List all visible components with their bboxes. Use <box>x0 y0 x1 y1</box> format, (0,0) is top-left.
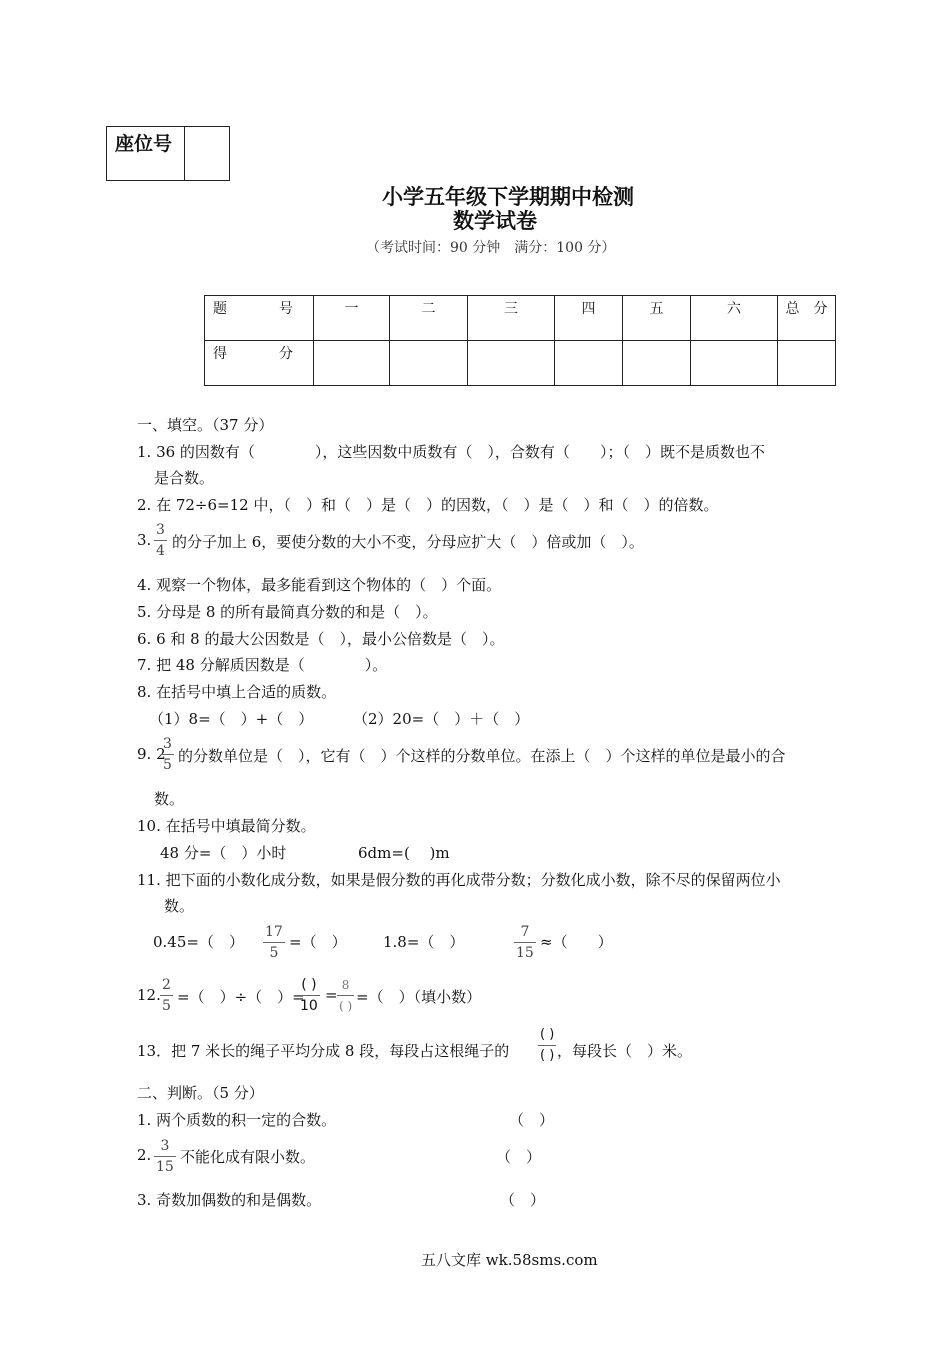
section-2-heading: 二、判断。（5 分） <box>137 1084 264 1102</box>
exam-info: （考试时间：90 分钟 满分：100 分） <box>366 240 616 256</box>
fraction-numerator: 8 <box>337 975 354 996</box>
score-header-cell: 题 号 <box>205 296 314 341</box>
fraction-denominator: 4 <box>156 543 165 559</box>
question-1: 1. 36 的因数有（ ），这些因数中质数有（ ），合数有（ ）；（ ）既不是质数也不 <box>137 443 765 461</box>
question-7: 7. 把 48 分解质因数是（ ）。 <box>137 656 388 674</box>
question-12-fraction-a <box>160 975 173 1016</box>
fraction-denominator: 5 <box>269 945 279 961</box>
question-9-fraction <box>161 734 174 775</box>
question-8: 8. 在括号中填上合适的质数。 <box>137 683 337 701</box>
fraction-numerator: 17 <box>263 922 285 943</box>
question-12-prefix: 12. <box>137 986 161 1004</box>
question-10-part-1: 48 分=（ ）小时 <box>160 844 287 862</box>
fraction-denominator: 15 <box>156 1159 174 1175</box>
judgement-1-answer-box[interactable]: （ ） <box>509 1111 555 1129</box>
question-11-part-3: 1.8=（ ） <box>383 933 465 951</box>
score-cell[interactable] <box>778 341 836 386</box>
fraction-numerator: 3 <box>154 1136 176 1157</box>
score-header-cell: 四 <box>555 296 623 341</box>
question-4: 4. 观察一个物体，最多能看到这个物体的（ ）个面。 <box>137 576 502 594</box>
question-9: 的分数单位是（ ），它有（ ）个这样的分数单位。在添上（ ）个这样的单位是最小的合 <box>178 747 786 765</box>
question-10-part-2: 6dm=( )m <box>358 844 450 862</box>
fraction-numerator: 2 <box>160 975 173 996</box>
score-header-cell: 六 <box>691 296 778 341</box>
seat-number-label: 座位号 <box>107 127 185 180</box>
judgement-2-fraction <box>154 1136 176 1177</box>
question-1-cont: 是合数。 <box>154 469 215 487</box>
question-11-part-4: ≈（ ） <box>540 933 613 951</box>
exam-subject-title: 数学试卷 <box>453 209 537 233</box>
fraction-numerator: 3 <box>161 734 174 755</box>
question-12-equals: = <box>325 986 338 1004</box>
fraction-numerator: ( ) <box>298 975 320 996</box>
section-1-heading: 一、填空。（37 分） <box>137 416 274 434</box>
fraction-numerator: 7 <box>514 922 536 943</box>
seat-number-box <box>106 126 230 181</box>
question-11-fraction-b <box>514 922 536 963</box>
question-8-part-2: （2）20=（ ）＋（ ） <box>353 710 530 728</box>
judgement-3-answer-box[interactable]: （ ） <box>500 1191 546 1209</box>
score-cell[interactable] <box>468 341 555 386</box>
question-9-cont: 数。 <box>154 790 185 808</box>
score-row-label: 得 分 <box>205 341 314 386</box>
fraction-numerator: ( ) <box>538 1025 556 1046</box>
score-header-cell: 五 <box>623 296 691 341</box>
fraction-denominator: ( ) <box>540 1048 555 1063</box>
question-11-fraction-a <box>263 922 285 963</box>
question-9-prefix: 9. 2 <box>137 745 166 763</box>
score-table-header-row <box>205 296 836 341</box>
judgement-2: 不能化成有限小数。 <box>180 1148 316 1166</box>
score-header-cell: 三 <box>468 296 555 341</box>
question-11: 11. 把下面的小数化成分数，如果是假分数的再化成带分数；分数化成小数，除不尽的保留两位小 <box>137 871 781 889</box>
score-cell[interactable] <box>623 341 691 386</box>
question-12-part-1: =（ ）÷（ ）= <box>177 988 305 1006</box>
question-12-fraction-c <box>337 975 354 1016</box>
score-header-cell: 二 <box>390 296 468 341</box>
question-2: 2. 在 72÷6=12 中，（ ）和（ ）是（ ）的因数，（ ）是（ ）和（ ）的倍数。 <box>137 496 719 514</box>
question-3: 的分子加上 6，要使分数的大小不变，分母应扩大（ ）倍或加（ ）。 <box>172 533 644 551</box>
fraction-denominator: 5 <box>163 757 172 773</box>
score-table <box>204 295 836 386</box>
question-10: 10. 在括号中填最简分数。 <box>137 817 316 835</box>
judgement-1: 1. 两个质数的积一定的合数。 <box>137 1111 337 1129</box>
judgement-2-prefix: 2. <box>137 1146 152 1164</box>
fraction-denominator: ( ) <box>339 999 353 1013</box>
question-11-part-2: =（ ） <box>289 933 347 951</box>
fraction-denominator: 5 <box>162 998 171 1014</box>
score-cell[interactable] <box>555 341 623 386</box>
question-3-fraction <box>154 520 167 561</box>
question-11-part-1: 0.45=（ ） <box>153 933 244 951</box>
judgement-2-answer-box[interactable]: （ ） <box>496 1148 542 1166</box>
score-table-score-row <box>205 341 836 386</box>
question-12-part-2: =（ ）（填小数） <box>356 988 482 1006</box>
question-13-part-2: ，每段长（ ）米。 <box>557 1042 693 1060</box>
score-cell[interactable] <box>314 341 390 386</box>
score-header-cell: 总 分 <box>778 296 836 341</box>
judgement-3: 3. 奇数加偶数的和是偶数。 <box>137 1191 322 1209</box>
question-13-part-1: 13．把 7 米长的绳子平均分成 8 段，每段占这根绳子的 <box>137 1042 510 1060</box>
score-header-cell: 一 <box>314 296 390 341</box>
question-8-part-1: （1）8=（ ）+（ ） <box>149 710 314 728</box>
question-11-cont: 数。 <box>164 897 195 915</box>
question-3-prefix: 3. <box>137 531 152 549</box>
exam-title: 小学五年级下学期期中检测 <box>382 185 634 209</box>
fraction-denominator: 15 <box>516 945 534 961</box>
footer-watermark: 五八文库 wk.58sms.com <box>421 1251 598 1269</box>
fraction-denominator: 10 <box>300 998 318 1014</box>
score-cell[interactable] <box>390 341 468 386</box>
question-6: 6. 6 和 8 的最大公因数是（ ），最小公倍数是（ ）。 <box>137 630 505 648</box>
score-cell[interactable] <box>691 341 778 386</box>
question-12-fraction-b <box>298 975 320 1016</box>
question-5: 5. 分母是 8 的所有最简真分数的和是（ ）。 <box>137 603 438 621</box>
fraction-numerator: 3 <box>154 520 167 541</box>
question-13-fraction <box>538 1025 556 1066</box>
